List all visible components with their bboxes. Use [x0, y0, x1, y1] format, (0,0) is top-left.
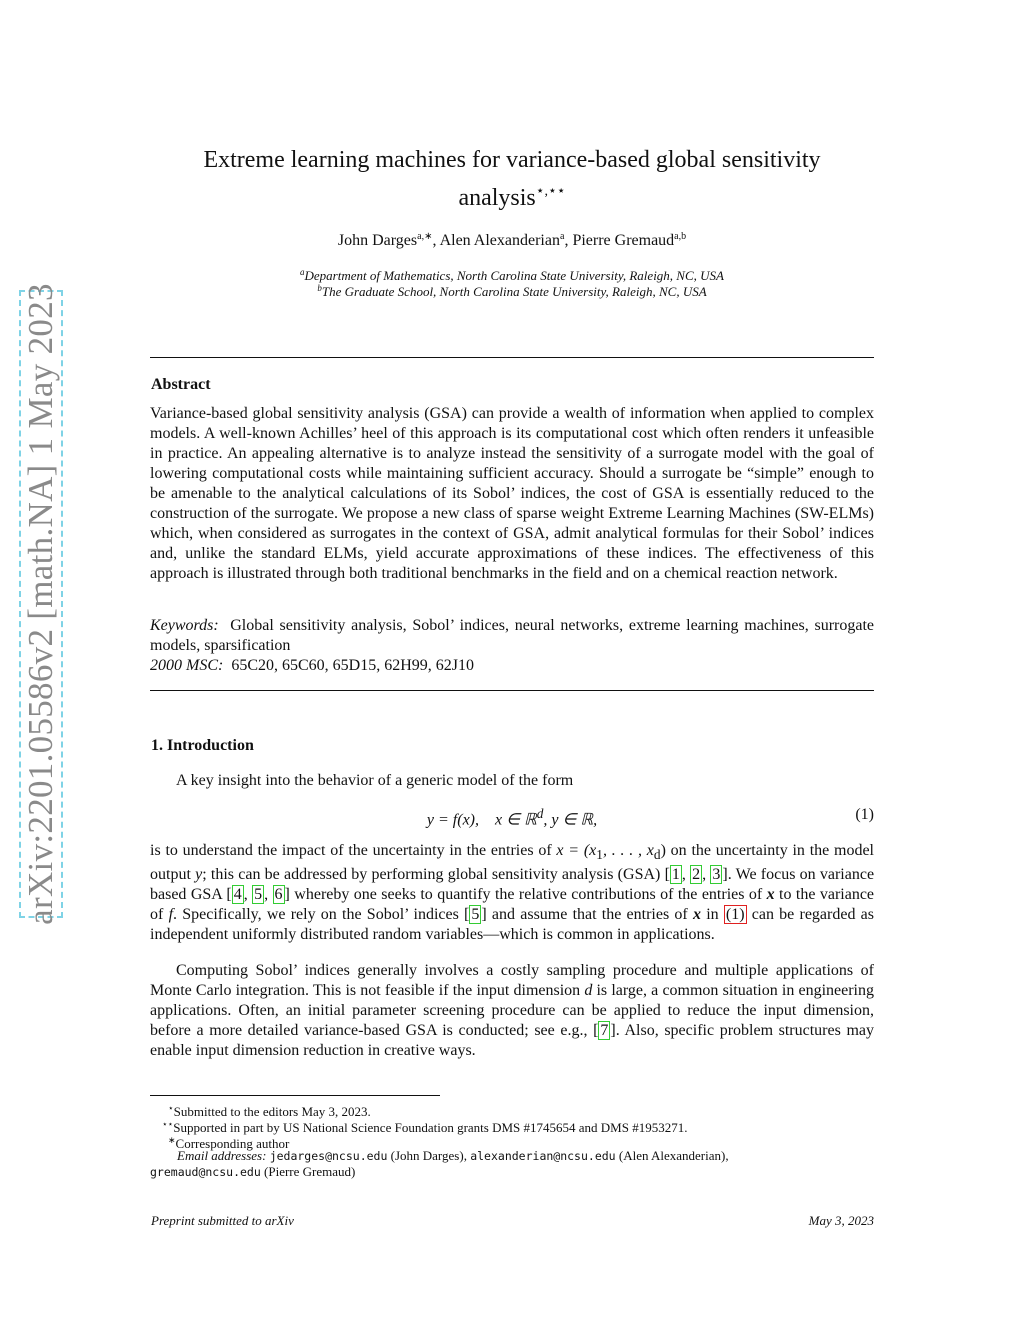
top-rule	[150, 357, 874, 358]
footnote-3: ∗Corresponding author	[168, 1135, 290, 1151]
citation-link[interactable]: 4	[233, 886, 242, 904]
equation-reference-link[interactable]: (1)	[725, 906, 745, 924]
title-line-1: Extreme learning machines for variance-based global sensitivity	[203, 147, 821, 173]
footnote-rule	[150, 1095, 440, 1096]
affiliation-a: $^a$Department of Mathematics, North Carolina State University, Raleigh, NC, USA	[300, 267, 724, 283]
footer-right: May 3, 2023	[808, 1213, 874, 1228]
msc-codes	[150, 656, 874, 676]
citation-link[interactable]: 2	[692, 866, 701, 884]
email-link[interactable]: gremaud@ncsu.edu	[150, 1165, 261, 1179]
author-name: Alen Alexanderian	[439, 232, 560, 249]
citation-link[interactable]: 1	[671, 866, 680, 884]
email-link[interactable]: alexanderian@ncsu.edu	[470, 1149, 616, 1163]
author-name: John Darges	[337, 232, 418, 249]
affiliation-b: $^b$The Graduate School, North Carolina State University, Raleigh, NC, USA	[317, 283, 707, 299]
title-footnote-marks[interactable]: ⋆,⋆⋆	[535, 184, 566, 199]
arxiv-stamp[interactable]	[19, 283, 63, 925]
citation-link[interactable]: 5	[471, 906, 480, 924]
keywords	[150, 616, 874, 656]
section-heading-introduction: 1. Introduction	[151, 737, 254, 754]
keywords-label: Keywords:	[150, 617, 219, 634]
citation-link[interactable]: 6	[274, 886, 283, 904]
paper-title	[150, 145, 874, 214]
intro-paragraph-1: A key insight into the behavior of a generic model of the form	[176, 772, 574, 789]
bottom-rule	[150, 690, 874, 691]
citation-link[interactable]: 3	[712, 866, 721, 884]
equation-1	[150, 806, 874, 828]
email-link[interactable]: jedarges@ncsu.edu	[269, 1149, 388, 1163]
msc-label: 2000 MSC:	[150, 657, 224, 674]
msc-text: 65C20, 65C60, 65D15, 62H99, 62J10	[231, 657, 475, 674]
intro-paragraph-2: is to understand the impact of the uncertainty in the entries of $x = (x_1$, . . . , $x_d$) on the uncertainty in the model output y; this can be addressed by performing global sensitivity analysis (GSA) [ 1 , 2 , 3 ]. We focus on variance based GSA [ 4 , 5 , 6 ] whereby one seeks to quantify the relative contributions of the entries of x to the variance of f. Specifically, we rely on the Sobol’ indices [ 5 ] and assume that the entries of x in (1) can be regarded as independent uniformly distributed random variables—which is common in applications.	[150, 842, 875, 944]
citation-link[interactable]: 7	[600, 1022, 609, 1039]
author-list: John Darges$^{a,∗}$, Alen Alexanderian$^a$, Pierre Gremaud$^{a,b}$	[337, 231, 687, 249]
equation-number: (1)	[855, 806, 874, 823]
author-sup[interactable]: a	[559, 231, 565, 242]
author-name: Pierre Gremaud	[572, 232, 675, 249]
footer-left: Preprint submitted to arXiv	[151, 1213, 294, 1228]
footnote-2: ⋆⋆Supported in part by US National Science Foundation grants DMS #1745654 and DMS #1953271.	[162, 1119, 688, 1135]
citation-link[interactable]: 5	[254, 886, 263, 904]
equation-body: y = f(x), x ∈ ℝ$^d$, y ∈ ℝ,	[426, 806, 598, 829]
arxiv-id[interactable]: arXiv:2201.05586v2 [math.NA] 1 May 2023	[21, 283, 60, 925]
email-footnote: Email addresses: jedarges@ncsu.edu (John Darges), alexanderian@ncsu.edu (Alen Alexanderian), gremaud@ncsu.edu (Pierre Gremaud)	[150, 1148, 729, 1179]
intro-paragraph-3: Computing Sobol’ indices generally involves a costly sampling procedure and multiple applications of Monte Carlo integration. This is not feasible if the input dimension d is large, a common situation in engineering applications. Often, an initial parameter screening procedure can be applied to reduce the input dimension, before a more detailed variance-based GSA is conducted; see e.g., [ 7 ]. Also, specific problem structures may enable input dimension reduction in creative ways.	[150, 962, 875, 1059]
author-sup[interactable]: a,b	[674, 231, 687, 242]
author-sup[interactable]: a,∗	[417, 231, 433, 242]
abstract-text: Variance-based global sensitivity analysis (GSA) can provide a wealth of information when applied to complex models. A well-known Achilles’ heel of this approach is its computational cost which often renders it unfeasible in practice. An appealing alternative is to analyze instead the sensitivity of a surrogate model with the goal of lowering computational costs while maintaining sufficient accuracy. Should a surrogate be “simple” enough to be amenable to the analytical calculations of its Sobol’ indices, the cost of GSA is essentially reduced to the construction of the surrogate. We propose a new class of sparse weight Extreme Learning Machines (SW-ELMs) which, when considered as surrogates in the context of GSA, admit analytical formulas for their Sobol’ indices and, unlike the standard ELMs, yield accurate approximations of these indices. The effectiveness of this approach is illustrated through both traditional benchmarks in the field and on a chemical reaction network.	[150, 405, 874, 582]
keywords-text: Global sensitivity analysis, Sobol’ indices, neural networks, extreme learning machines, surrogate models, sparsification	[150, 617, 874, 654]
footnote-1: ⋆Submitted to the editors May 3, 2023.	[168, 1103, 371, 1119]
title-line-2: analysis⋆,⋆⋆	[458, 184, 566, 211]
abstract-heading: Abstract	[151, 376, 211, 393]
